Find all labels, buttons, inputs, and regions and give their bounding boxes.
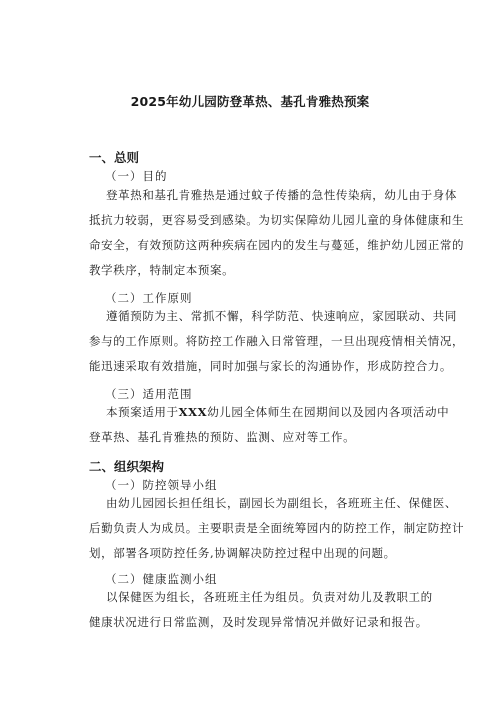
- subsection-leadership-group: （一）防控领导小组: [105, 478, 218, 492]
- text-line: 遵循预防为主、常抓不懈，科学防范、快速响应，家园联动、共同: [89, 309, 457, 323]
- text-line: 登革热和基孔肯雅热是通过蚊子传播的急性传染病，幼儿由于身体: [89, 188, 457, 202]
- text-line: 以保健医为组长，各班班主任为组员。负责对幼儿及教职工的: [89, 590, 433, 604]
- subsection-scope: （三）适用范围: [105, 387, 193, 401]
- subsection-purpose: （一）目的: [105, 169, 168, 183]
- text-line: 命安全，有效预防这两种疾病在园内的发生与蔓延，维护幼儿园正常的: [89, 238, 465, 252]
- paragraph-principles: [89, 304, 465, 379]
- paragraph-purpose: [89, 183, 465, 283]
- paragraph-scope: [89, 400, 457, 450]
- paragraph-health-monitoring: [89, 585, 457, 635]
- text-line: 能迅速采取有效措施，同时加强与家长的沟通协作，形成防控合力。: [89, 359, 452, 373]
- text-segment: 幼儿园全体师生在园期间以及园内各项活动中: [207, 405, 450, 419]
- text-line: 由幼儿园园长担任组长，副园长为副组长，各班班主任、保健医、: [89, 496, 457, 510]
- document-title: 2025年幼儿园防登革热、基孔肯雅热预案: [130, 94, 370, 109]
- text-line: [89, 400, 457, 425]
- section-heading-general: 一、总则: [89, 150, 140, 165]
- text-line: 教学秩序，特制定本预案。: [89, 263, 235, 277]
- subsection-principles: （二）工作原则: [105, 291, 193, 305]
- text-line: 登革热、基孔肯雅热的预防、监测、应对等工作。: [89, 430, 356, 444]
- text-line: 健康状况进行日常监测，及时发现异常情况并做好记录和报告。: [89, 615, 428, 629]
- subsection-health-monitoring: （二）健康监测小组: [105, 572, 218, 586]
- text-line: 抵抗力较弱，更容易受到感染。为切实保障幼儿园儿童的身体健康和生: [89, 213, 465, 227]
- section-heading-organization: 二、组织架构: [89, 459, 165, 474]
- text-line: 后勤负责人为成员。主要职责是全面统筹园内的防控工作，制定防控计: [89, 521, 465, 535]
- paragraph-leadership-group: [89, 491, 465, 566]
- text-line: 划，部署各项防控任务,协调解决防控过程中出现的问题。: [89, 546, 396, 560]
- text-segment: 本预案适用于: [89, 405, 179, 419]
- kindergarten-name-placeholder: XXX: [178, 405, 208, 419]
- text-line: 参与的工作原则。将防控工作融入日常管理，一旦出现疫情相关情况，: [89, 334, 465, 348]
